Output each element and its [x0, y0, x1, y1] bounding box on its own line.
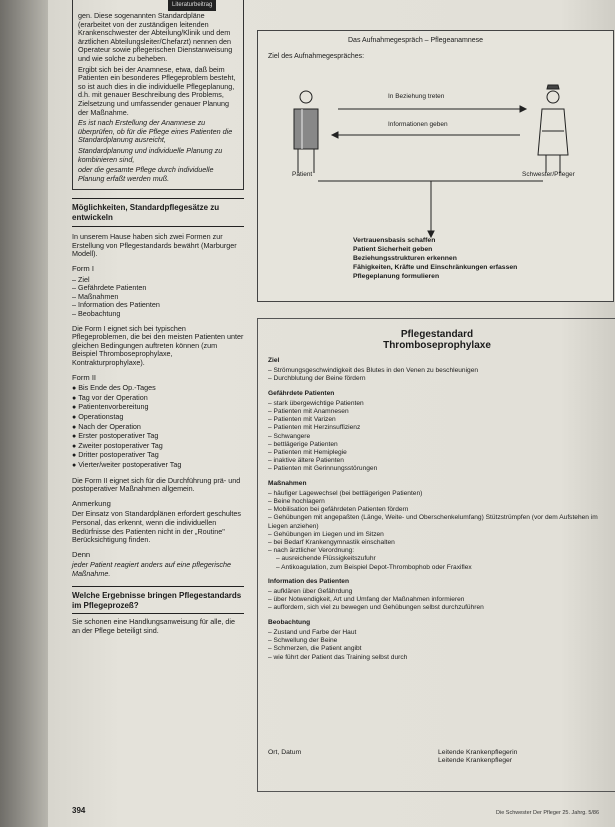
patient-label: Patient	[292, 171, 313, 178]
standard-subtitle: Thromboseprophylaxe	[383, 340, 491, 351]
signature-label: Leitende Krankenpfleger	[438, 757, 513, 765]
list-item: ● Tag vor der Operation	[72, 394, 244, 404]
figure-box	[257, 30, 614, 302]
box-italic: Standardplanung und individuelle Planung zu kombinieren sind,	[78, 145, 223, 164]
arrow-label: Informationen geben	[388, 121, 448, 128]
list-item: ● Vierter/weiter postoperativer Tag	[72, 461, 244, 471]
section-label: Anmerkung	[72, 498, 111, 508]
paragraph: In unserem Hause haben sich zwei Formen zur Erstellung von Pflegestandards bewährt (Marburger Modell).	[72, 232, 237, 259]
goal-item: Vertrauensbasis schaffen	[353, 237, 436, 244]
section-label: Denn	[72, 549, 91, 559]
list-item: ● Zweiter postoperativer Tag	[72, 442, 244, 452]
standard-box	[257, 318, 615, 792]
heading: Welche Ergebnisse bringen Pflegestandards im Pflegeprozeß?	[72, 591, 242, 610]
list-item: – Maßnahmen	[72, 293, 244, 302]
form-label: Form II	[72, 372, 97, 382]
list-item: – ausreichende Flüssigkeitszufuhr	[268, 555, 615, 563]
list-item: – Patienten mit Hemiplegie	[268, 449, 615, 457]
paragraph: Der Einsatz von Standardplänen erfordert geschultes Personal, das erkennt, wenn die individuellen Bedürfnisse des Patienten nicht in der „Routine" Berücksichtigung finden.	[72, 509, 242, 545]
left-column	[72, 0, 244, 642]
paragraph: Die Form II eignet sich für die Durchführung prä- und postoperativer Maßnahmen allgemein.	[72, 475, 241, 494]
list-item: – bei Bedarf Krankengymnastik einschalten	[268, 539, 615, 547]
section-label: Ziel	[268, 357, 280, 364]
list-item: – Patienten mit Gerinnungsstörungen	[268, 465, 615, 473]
list-item: – Schwellung der Beine	[268, 637, 615, 645]
goal-item: Beziehungsstrukturen erkennen	[353, 255, 457, 262]
list-item: – Gefährdete Patienten	[72, 284, 244, 293]
list-item: – Beine hochlagern	[268, 498, 615, 506]
list-item: – wie führt der Patient das Training selbst durch	[268, 654, 615, 662]
figure-subtitle: Ziel des Aufnahmegespräches:	[268, 53, 365, 60]
list-item: – Gehübungen im Liegen und im Sitzen	[268, 531, 615, 539]
list-item: – Information des Patienten	[72, 301, 244, 310]
patient-figure-icon	[294, 91, 318, 173]
info-box	[72, 0, 244, 190]
list-item: ● Operationstag	[72, 413, 244, 423]
list-item: – aufklären über Gefährdung	[268, 588, 615, 596]
beob-list	[268, 629, 615, 662]
list-item: – Ziel	[72, 276, 244, 285]
paragraph: Die Form I eignet sich bei typischen Pflegeproblemen, die bei den meisten Patienten unter gleichen Bedingungen auftreten können (zum Beispiel Thromboseprophylaxe, Kontrakturprophylaxe).	[72, 323, 244, 367]
nurse-label: Schwester/Pfleger	[522, 171, 575, 178]
list-item: – Schmerzen, die Patient angibt	[268, 645, 615, 653]
list-item: – Patienten mit Anamnesen	[268, 408, 615, 416]
section-label: Beobachtung	[268, 618, 311, 626]
list-item: – Patienten mit Varizen	[268, 416, 615, 424]
list-item: ● Patientenvorbereitung	[72, 403, 244, 413]
list-item: – nach ärztlicher Verordnung:	[268, 547, 615, 555]
box-italic: Es ist nach Erstellung der Anamnese zu überprüfen, ob für die Pflege eines Patienten die Standardplanung ausreicht,	[78, 118, 233, 145]
page-number: 394	[72, 806, 86, 815]
divider	[72, 613, 244, 614]
list-item: – auffordern, sich viel zu bewegen und Gehübungen selbst durchzuführen	[268, 604, 615, 612]
standard-title: Pflegestandard	[400, 329, 474, 340]
list-item: – Schwangere	[268, 433, 615, 441]
list-item: – stark übergewichtige Patienten	[268, 400, 615, 408]
heading: Möglichkeiten, Standardpflegesätze zu entwickeln	[72, 203, 220, 222]
form1-list	[72, 276, 244, 319]
paragraph-italic: jeder Patient reagiert anders auf eine pflegerische Maßnahme.	[72, 560, 232, 578]
list-item: – häufiger Lagewechsel (bei bettlägerigen Patienten)	[268, 490, 615, 498]
footer-citation: Die Schwester Der Pfleger 25. Jahrg. 5/86	[496, 810, 600, 816]
list-item: ● Nach der Operation	[72, 423, 244, 433]
form2-list	[72, 384, 244, 470]
section-label: Maßnahmen	[268, 479, 307, 487]
box-italic: oder die gesamte Pflege durch individuelle Planung erfaßt werden muß.	[78, 165, 214, 183]
list-item: – Beobachtung	[72, 310, 244, 319]
ziel-list	[268, 367, 615, 383]
figure-title: Das Aufnahmegespräch – Pflegeanamnese	[348, 37, 484, 44]
signature-place-date: Ort, Datum	[268, 749, 302, 756]
signature-label: Leitende Krankenpflegerin	[438, 749, 518, 756]
list-item: – Antikoagulation, zum Beispiel Depot-Thrombophob oder Fraxiflex	[268, 564, 615, 572]
box-tab: Literaturbeitrag	[168, 0, 216, 11]
nurse-figure-icon	[538, 85, 568, 173]
section-label: Information des Patienten	[268, 577, 349, 585]
goal-item: Patient Sicherheit geben	[353, 246, 433, 253]
gef-list	[268, 400, 615, 474]
box-paragraph: gen. Diese sogenannten Standardpläne (erarbeitet von der zuständigen leitenden Krankenschwester der Abteilung/Klinik und dem ärztlichen Abteilungsleiter/Chefarzt) nennen den Operateur sowie pflegerischen Dienstanweisung und wie solche zu beheben.	[78, 11, 233, 63]
section-label: Gefährdete Patienten	[268, 389, 335, 397]
goals-list	[353, 236, 517, 281]
binding-shadow	[0, 0, 48, 827]
list-item: – Gehübungen mit angepaßten (Länge, Weite- und Oberschenkelumfang) Stützstrümpfen (vor dem Aufstehen im Liegen anziehen)	[268, 514, 615, 530]
form-label: Form I	[72, 264, 94, 274]
arrow-label: In Beziehung treten	[388, 93, 445, 100]
list-item: – inaktive ältere Patienten	[268, 457, 615, 465]
info-list	[268, 588, 615, 613]
list-item: – Patienten mit Herzinsuffizienz	[268, 424, 615, 432]
list-item: ● Dritter postoperativer Tag	[72, 451, 244, 461]
list-item: ● Bis Ende des Op.-Tages	[72, 384, 244, 394]
signature-line	[438, 749, 517, 765]
list-item: – Durchblutung der Beine fördern	[268, 375, 615, 383]
list-item: – bettlägerige Patienten	[268, 441, 615, 449]
paragraph: Sie schonen eine Handlungsanweisung für alle, die an der Pflege beteiligt sind.	[72, 617, 236, 636]
goal-item: Pflegeplanung formulieren	[353, 273, 440, 280]
box-paragraph: Ergibt sich bei der Anamnese, etwa, daß beim Patienten ein besonderes Pflegeproblem besteht, so ist auch dies in die individuelle Pflegeplanung, d.h. mit genauer Beschreibung des Problems, Zielsetzung und umfassender genauer Planung der Maßnahme.	[78, 64, 236, 117]
mass-list	[268, 490, 615, 572]
list-item: – über Notwendigkeit, Art und Umfang der Maßnahmen informieren	[268, 596, 615, 604]
divider	[72, 586, 244, 587]
divider	[72, 198, 244, 199]
list-item: – Strömungsgeschwindigkeit des Blutes in den Venen zu beschleunigen	[268, 367, 615, 375]
list-item: – Mobilisation bei gefährdeten Patienten fördern	[268, 506, 615, 514]
list-item: ● Erster postoperativer Tag	[72, 432, 244, 442]
divider	[72, 226, 244, 227]
goal-item: Fähigkeiten, Kräfte und Einschränkungen erfassen	[353, 264, 518, 271]
list-item: – Zustand und Farbe der Haut	[268, 629, 615, 637]
